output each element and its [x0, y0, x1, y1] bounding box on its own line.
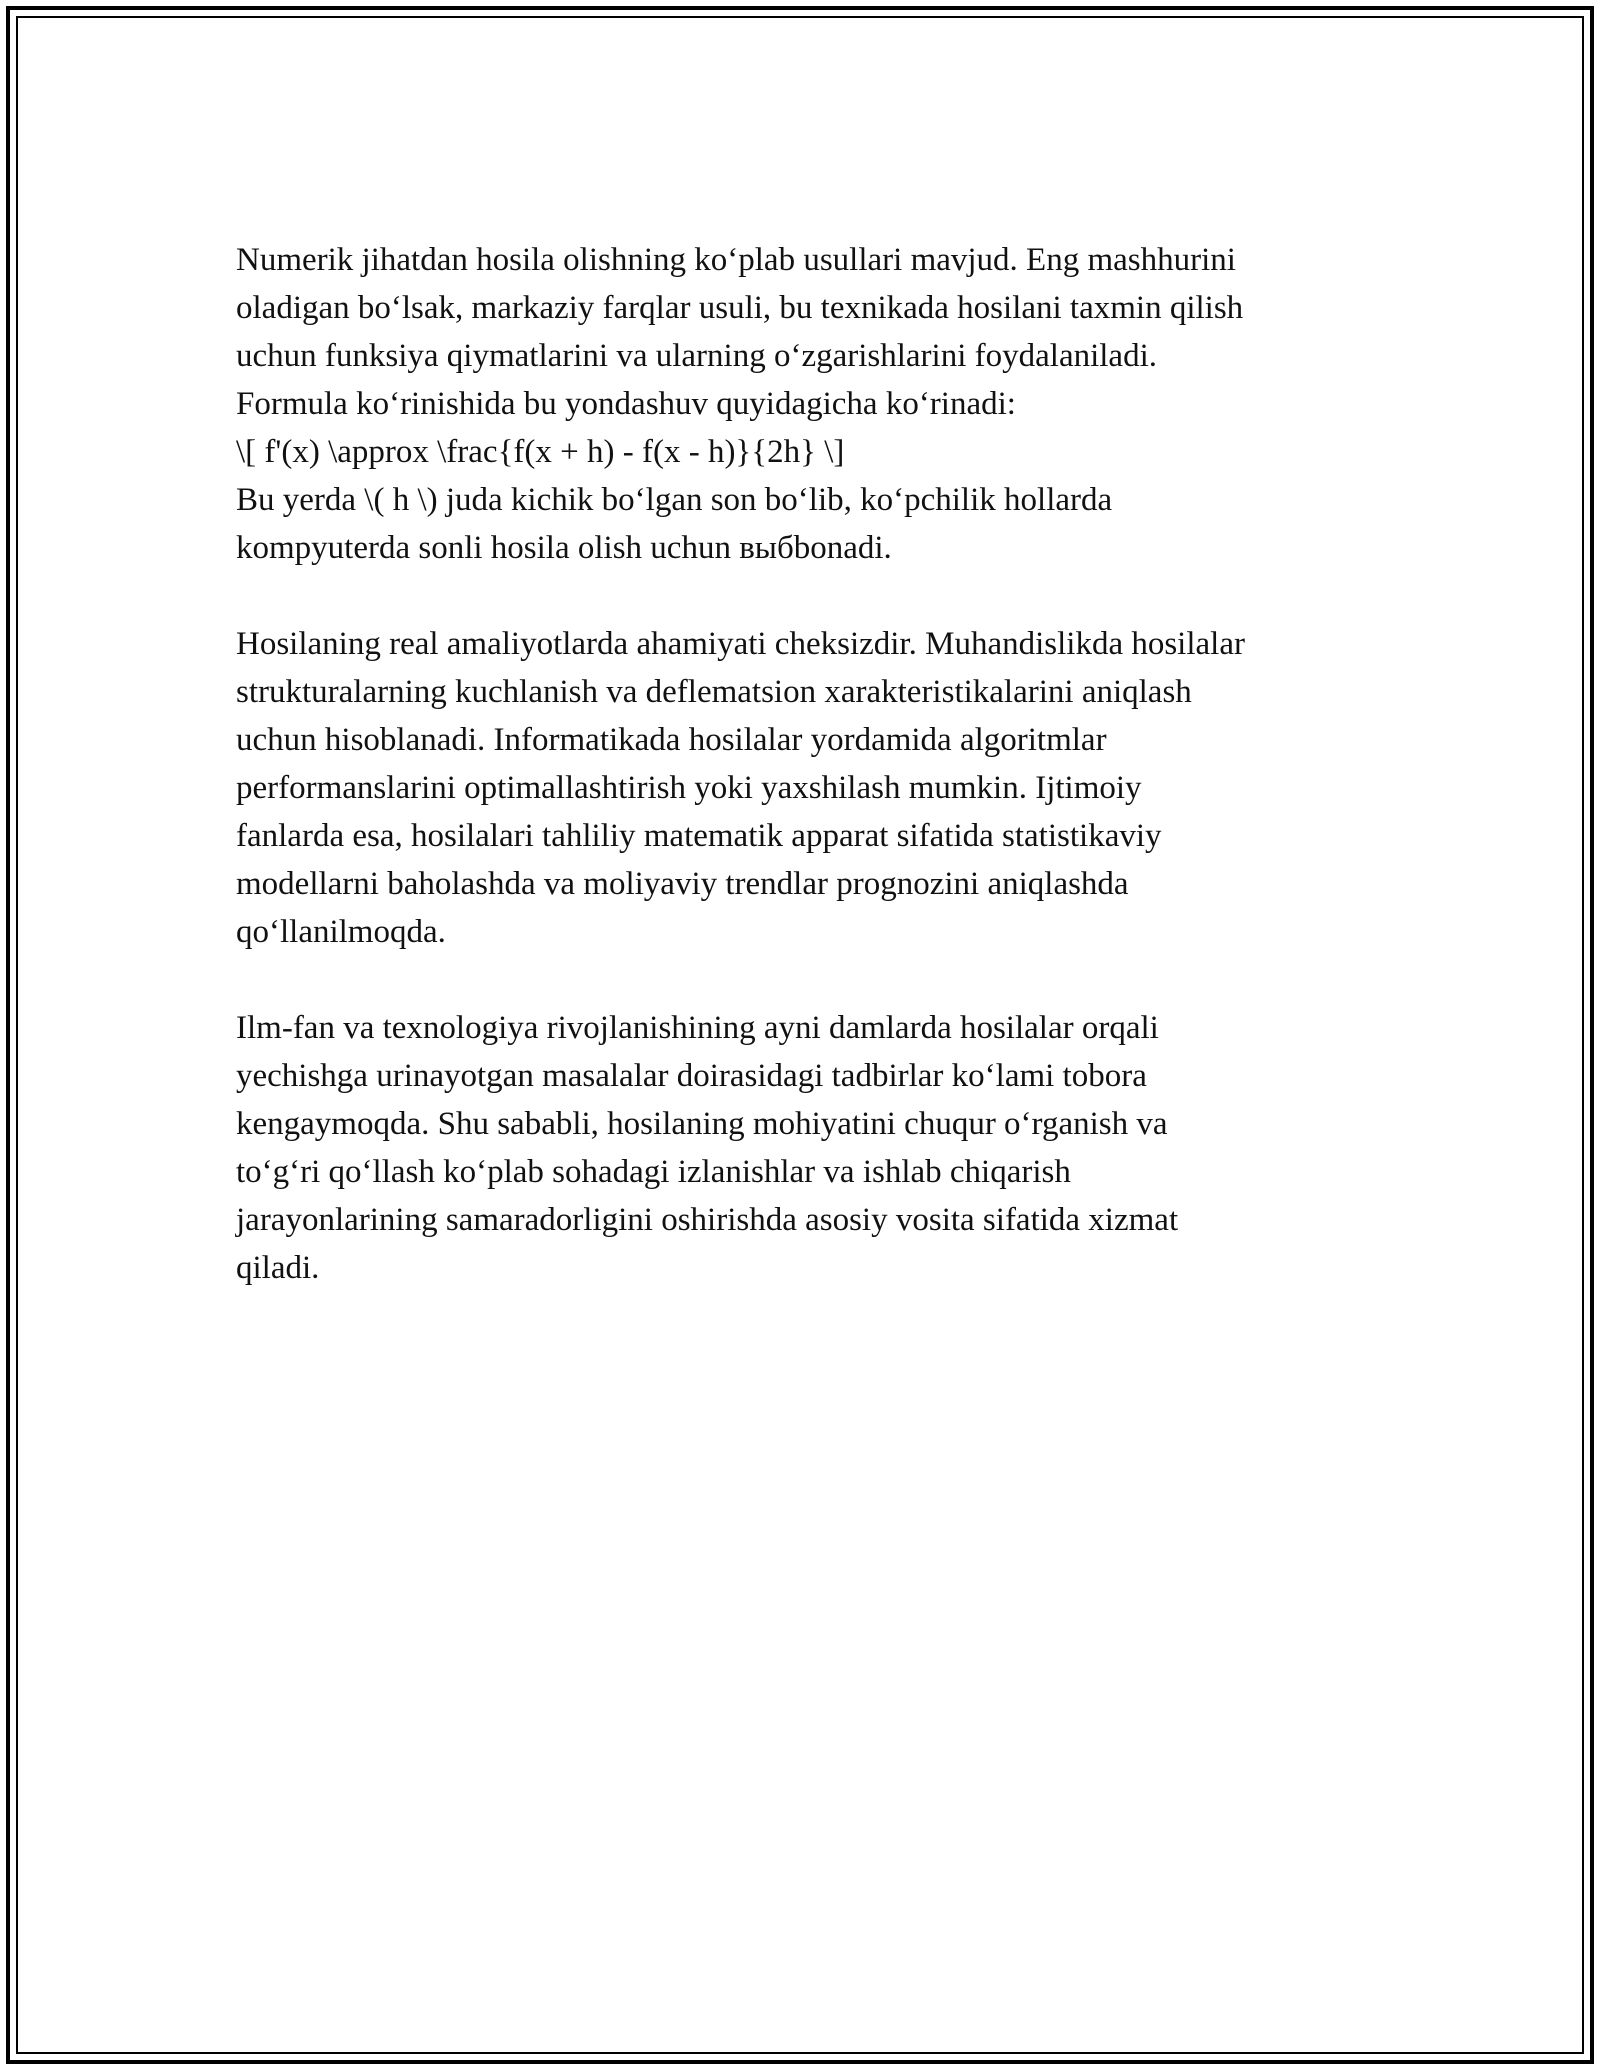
text-line: fanlarda esa, hosilalari tahliliy matematik apparat sifatida statistikaviy	[236, 818, 1162, 854]
text-line: modellarni baholashda va moliyaviy trendlar prognozini aniqlashda	[236, 866, 1129, 902]
text-line: strukturalarning kuchlanish va deflematsion xarakteristikalarini aniqlash	[236, 674, 1192, 710]
text-line: uchun hisoblanadi. Informatikada hosilalar yordamida algoritmlar	[236, 722, 1107, 758]
text-line: performanslarini optimallashtirish yoki yaxshilash mumkin. Ijtimoiy	[236, 770, 1142, 806]
text-line: oladigan bo‘lsak, markaziy farqlar usuli, bu texnikada hosilani taxmin qilish	[236, 290, 1244, 326]
text-line: uchun funksiya qiymatlarini va ularning o‘zgarishlarini foydalaniladi.	[236, 338, 1157, 374]
paragraph-numerical-derivative	[236, 236, 1396, 572]
text-line: kengaymoqda. Shu sababli, hosilaning mohiyatini chuqur o‘rganish va	[236, 1106, 1168, 1142]
text-line: qo‘llanilmoqda.	[236, 914, 446, 950]
document-body	[236, 236, 1396, 1340]
text-line: Formula ko‘rinishida bu yondashuv quyidagicha ko‘rinadi:	[236, 386, 1016, 422]
text-line: qiladi.	[236, 1250, 320, 1286]
text-line: Ilm-fan va texnologiya rivojlanishining ayni damlarda hosilalar orqali	[236, 1010, 1159, 1046]
text-line: to‘g‘ri qo‘llash ko‘plab sohadagi izlanishlar va ishlab chiqarish	[236, 1154, 1071, 1190]
paragraph-conclusion	[236, 1004, 1396, 1292]
text-line: jarayonlarining samaradorligini oshirishda asosiy vosita sifatida xizmat	[236, 1202, 1179, 1238]
text-line: yechishga urinayotgan masalalar doirasidagi tadbirlar ko‘lami tobora	[236, 1058, 1147, 1094]
text-line: Hosilaning real amaliyotlarda ahamiyati cheksizdir. Muhandislikda hosilalar	[236, 626, 1245, 662]
text-line: Bu yerda \( h \) juda kichik bo‘lgan son bo‘lib, ko‘pchilik hollarda	[236, 482, 1113, 518]
paragraph-applications	[236, 620, 1396, 956]
formula-line: \[ f'(x) \approx \frac{f(x + h) - f(x - h)}{2h} \]	[236, 434, 845, 470]
text-line: Numerik jihatdan hosila olishning ko‘plab usullari mavjud. Eng mashhurini	[236, 242, 1236, 278]
text-line: kompyuterda sonli hosila olish uchun выбbonadi.	[236, 530, 892, 566]
